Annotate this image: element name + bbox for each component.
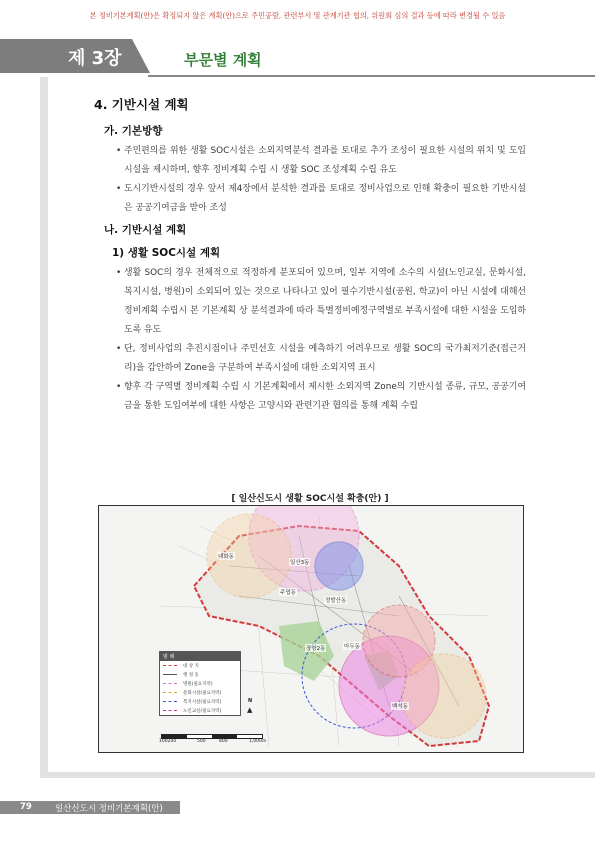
scale-bar — [161, 734, 263, 739]
bullet-item: • 향후 각 구역별 정비계획 수립 시 기본계획에서 제시한 소외지역 Zone의 기반시설 종류, 규모, 공공기여금을 통한 도입여부에 대한 사항은 고양시와 관련기관 협의를 통해 계획 수립 — [94, 378, 526, 416]
chapter-title: 부문별 계획 — [184, 51, 262, 69]
legend-item: 노인교실(필요지역) — [160, 706, 240, 715]
page-number: 79 — [20, 802, 32, 812]
bullet-item: • 생활 SOC의 경우 전체적으로 적정하게 분포되어 있으며, 일부 지역에 소수의 시설(노인교실, 문화시설, 복지시설, 병원)이 소외되어 있는 것으로 나타나고 있어 필수기반시설(공원, 학교)이 아닌 시설에 대해선 정비계획 수립시 본 기본계획 상 분석결과에 따라 특별정비예정구역별로 부족시설에 대한 시설을 도입하도록 유도 — [94, 264, 526, 340]
chapter-divider — [148, 75, 595, 77]
north-label: N — [248, 698, 253, 704]
scale-label: 500 — [197, 739, 206, 744]
subsection-soc-plan: 1) 생활 SOC시설 계획 — [112, 247, 221, 259]
district-label: 대화동 — [218, 554, 234, 560]
legend-item: 행 정 동 — [160, 670, 240, 679]
legend-title: 범 례 — [160, 652, 240, 661]
scale-label: 100200 — [159, 739, 177, 744]
legend-item: 복지시설(필요지역) — [160, 697, 240, 706]
legend-item: 대 상 지 — [160, 661, 240, 670]
north-arrow-icon: ▲ — [247, 706, 253, 714]
left-margin-rule — [40, 77, 48, 777]
bullet-item: • 도시기반시설의 경우 앞서 제4장에서 분석한 결과를 토대로 정비사업으로 인해 확충이 필요한 기반시설은 공공기여금을 받아 조성 — [94, 180, 526, 218]
soc-map — [98, 505, 524, 753]
district-label: 주엽동 — [280, 590, 296, 596]
legend-item: 문화시설(필요지역) — [160, 688, 240, 697]
district-label: 백석동 — [392, 704, 408, 710]
map-legend — [159, 651, 241, 716]
district-label: 일산3동 — [290, 560, 310, 566]
district-label: 마두동 — [344, 644, 360, 650]
figure-caption: [ 일산신도시 생활 SOC시설 확충(안) ] — [231, 494, 389, 504]
legend-item: 병원(필요지역) — [160, 679, 240, 688]
footer-title: 일산신도시 정비기본계획(안) — [55, 804, 163, 814]
section-title: 4. 기반시설 계획 — [94, 97, 189, 112]
chapter-number: 제 3장 — [68, 48, 122, 69]
main-content — [94, 95, 526, 416]
district-label: 정발산동 — [325, 598, 347, 604]
district-label: 장항2동 — [306, 646, 326, 652]
bullet-item: • 주민편의를 위한 생활 SOC시설은 소외지역분석 결과를 토대로 추가 조성이 필요한 시설의 위치 및 도입시설을 제시하며, 향후 정비계획 수립 시 생활 SOC 조성계획 수립 유도 — [94, 142, 526, 180]
bullet-item: • 단, 정비사업의 추진시점이나 주민선호 시설을 예측하기 어려우므로 생활 SOC의 국가최저기준(접근거리)을 감안하여 Zone을 구분하여 부족시설에 대한 소외지역 표시 — [94, 340, 526, 378]
subsection-basic-direction: 가. 기본방향 — [104, 125, 163, 137]
bottom-margin-rule — [40, 772, 595, 778]
disclaimer-notice: 본 정비기본계획(안)은 확정되지 않은 계획(안)으로 주민공람, 관련부서 및 관계기관 협의, 위원회 심의 결과 등에 따라 변경될 수 있음 — [89, 11, 506, 20]
bullet-list-a — [94, 142, 526, 218]
scale-label: 800 — [219, 739, 228, 744]
bullet-list-b — [94, 264, 526, 416]
subsection-infra-plan: 나. 기반시설 계획 — [104, 224, 187, 236]
scale-label: 1,000m — [249, 739, 267, 744]
